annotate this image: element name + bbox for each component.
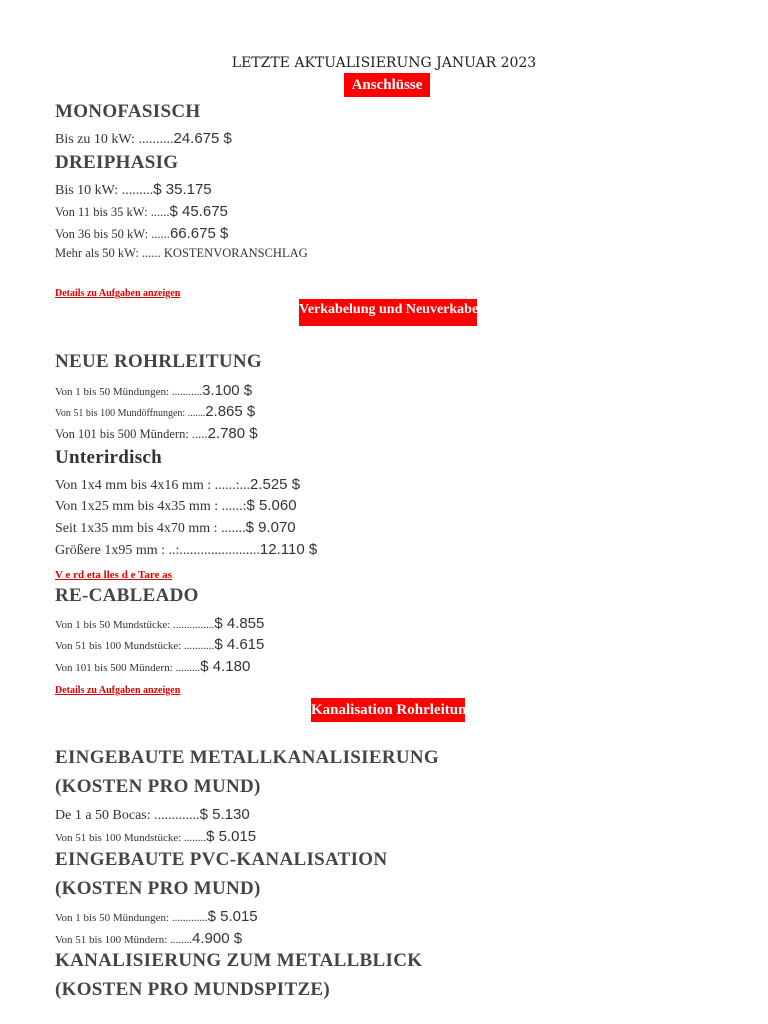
price-value: 24.675 $ [173,130,232,147]
three-phase-title: DREIPHASIG [55,152,179,173]
price-row [55,636,264,653]
price-value: 2.525 $ [249,476,301,493]
price-row-label: Von 51 bis 100 Mundöffnungen: ....... [55,408,206,419]
task-details-link[interactable]: Details zu Aufgaben anzeigen [55,288,181,299]
recabling-title: RE-CABLEADO [55,585,199,606]
price-value: $ 5.130 [199,806,250,823]
price-row-label: De 1 a 50 Bocas: ............. [55,808,200,823]
price-value: 3.100 $ [202,382,253,399]
connections-heading: Anschlüsse [344,73,430,97]
price-value: $ 9.070 [245,519,296,536]
price-row [55,658,250,675]
price-row-label: Von 1 bis 50 Mundstücke: ............... [55,619,215,631]
price-value: $ 45.675 [169,203,228,220]
price-row [55,403,255,420]
price-row [55,225,228,242]
price-row-label: Von 36 bis 50 kW: ...... [55,227,170,241]
price-value: $ 35.175 [153,181,212,198]
metal-conduit-title: EINGEBAUTE METALLKANALISIERUNG [55,747,439,768]
price-row-label: Von 101 bis 500 Mündern: ......... [55,662,201,674]
monophase-title: MONOFASISCH [55,101,201,122]
price-row [55,181,212,199]
price-value: 4.900 $ [192,930,243,947]
sheet-metal-conduit-title: KANALISIERUNG ZUM METALLBLICK [55,950,423,971]
price-row [55,246,308,261]
price-row-label: Mehr als 50 kW: ...... KOSTENVORANSCHLAG [55,246,308,260]
sewer-pipe-banner: Kanalisation Rohrleitung [311,698,465,722]
task-details-link[interactable]: V e rd eta lles d e Tare as [55,569,172,581]
task-details-link[interactable]: Details zu Aufgaben anzeigen [55,685,181,696]
price-value: $ 4.615 [214,636,265,653]
price-value: $ 4.855 [214,615,265,632]
price-value: 12.110 $ [259,541,318,558]
price-row [55,806,250,824]
price-row [55,476,300,494]
underground-title: Unterirdisch [55,447,163,468]
sheet-metal-conduit-subtitle: (KOSTEN PRO MUNDSPITZE) [55,979,331,1000]
price-value: $ 5.060 [246,497,297,514]
price-row [55,828,256,845]
price-row-label: Bis 10 kW: ......... [55,183,154,198]
price-row-label: Von 1 bis 50 Mündungen: ........... [55,386,203,398]
wiring-banner [299,299,505,326]
price-value: $ 4.180 [200,658,251,675]
price-row [55,519,296,537]
price-row-label: Von 1 bis 50 Mündungen: ............. [55,912,208,924]
price-row-label: Von 51 bis 100 Mundstücke: ........... [55,640,215,652]
price-row [55,930,242,947]
price-row-label: Größere 1x95 mm : ..:....................... [55,543,260,558]
pvc-conduit-title: EINGEBAUTE PVC-KANALISATION [55,849,388,870]
price-row-label: Von 101 bis 500 Mündern: ..... [55,427,208,441]
price-row-label: Von 51 bis 100 Mundstücke: ........ [55,832,207,844]
new-pipe-title: NEUE ROHRLEITUNG [55,351,262,372]
price-row [55,497,297,515]
price-value: 2.780 $ [207,425,258,442]
price-row [55,425,258,442]
price-row [55,382,252,399]
price-row-label: Von 1x25 mm bis 4x35 mm : ......: [55,499,247,514]
price-value: 2.865 $ [205,403,256,420]
price-value: $ 5.015 [206,828,257,845]
price-row [55,203,228,220]
pvc-conduit-subtitle: (KOSTEN PRO MUND) [55,878,261,899]
price-row-label: Von 51 bis 100 Mündern: ........ [55,934,192,946]
price-row [55,130,232,148]
wiring-banner-label: Verkabelung und Neuverkabelung [299,302,505,317]
price-row [55,615,264,632]
price-row-label: Von 1x4 mm bis 4x16 mm : ......:... [55,478,250,493]
price-row [55,541,317,559]
price-row-label: Seit 1x35 mm bis 4x70 mm : ....... [55,521,246,536]
metal-conduit-subtitle: (KOSTEN PRO MUND) [55,776,261,797]
price-row-label: Bis zu 10 kW: .......... [55,132,174,147]
price-row [55,908,258,925]
last-update-line: LETZTE AKTUALISIERUNG JANUAR 2023 [231,55,537,71]
price-row-label: Von 11 bis 35 kW: ...... [55,205,170,219]
price-value: $ 5.015 [207,908,258,925]
price-value: 66.675 $ [169,225,229,242]
